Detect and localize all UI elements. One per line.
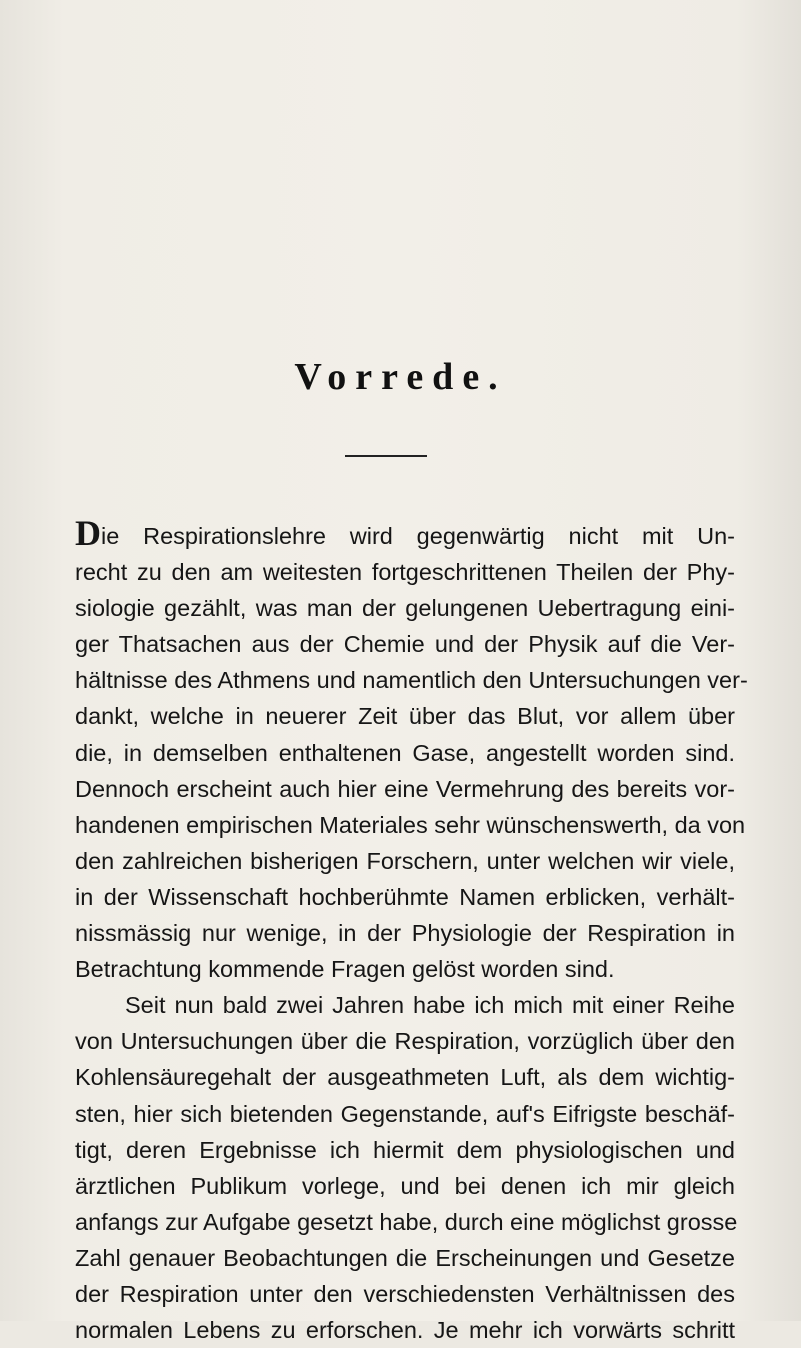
text-line: dankt, welche in neuerer Zeit über das Blut, vor allem über xyxy=(75,703,735,730)
page-title: Vorrede. xyxy=(294,356,507,398)
text-line: Kohlensäuregehalt der ausgeathmeten Luft, als dem wichtig- xyxy=(75,1064,735,1091)
text-line: handenen empirischen Materiales sehr wünschenswerth, da von xyxy=(75,811,746,838)
text-line: Zahl genauer Beobachtungen die Erscheinungen und Gesetze xyxy=(75,1244,735,1271)
title-divider xyxy=(345,455,427,457)
text-line: tigt, deren Ergebnisse ich hiermit dem physiologischen und xyxy=(75,1136,735,1163)
text-line: von Untersuchungen über die Respiration, vorzüglich über den xyxy=(75,1028,735,1055)
text-line: die, in demselben enthaltenen Gase, angestellt worden sind. xyxy=(75,739,735,766)
text-line: hältnisse des Athmens und namentlich den Untersuchungen ver- xyxy=(75,667,748,694)
first-line-text: ie Respirationslehre wird gegenwärtig nicht mit Un- xyxy=(101,523,735,549)
text-line: sten, hier sich bietenden Gegenstande, auf's Eifrigste beschäf- xyxy=(75,1100,735,1127)
text-line: ärztlichen Publikum vorlege, und bei denen ich mir gleich xyxy=(75,1172,735,1199)
text-line: ger Thatsachen aus der Chemie und der Physik auf die Ver- xyxy=(75,631,735,658)
text-line: Seit nun bald zwei Jahren habe ich mich mit einer Reihe xyxy=(125,992,735,1019)
text-line: in der Wissenschaft hochberühmte Namen erblicken, verhält- xyxy=(75,883,735,910)
text-line xyxy=(75,513,735,554)
text-line: nissmässig nur wenige, in der Physiologie der Respiration in xyxy=(75,920,735,947)
text-line: den zahlreichen bisherigen Forschern, unter welchen wir viele, xyxy=(75,847,735,874)
text-line: anfangs zur Aufgabe gesetzt habe, durch eine möglichst grosse xyxy=(75,1208,738,1235)
text-line: normalen Lebens zu erforschen. Je mehr ich vorwärts schritt xyxy=(75,1317,735,1344)
text-line: der Respiration unter den verschiedensten Verhältnissen des xyxy=(75,1280,735,1307)
text-line: Betrachtung kommende Fragen gelöst worden sind. xyxy=(75,956,615,983)
drop-cap: D xyxy=(75,513,101,553)
text-line: siologie gezählt, was man der gelungenen Uebertragung eini- xyxy=(75,595,735,622)
text-line: Dennoch erscheint auch hier eine Vermehrung des bereits vor- xyxy=(75,775,735,802)
text-line: recht zu den am weitesten fortgeschrittenen Theilen der Phy- xyxy=(75,559,735,586)
body-text xyxy=(75,513,748,1348)
